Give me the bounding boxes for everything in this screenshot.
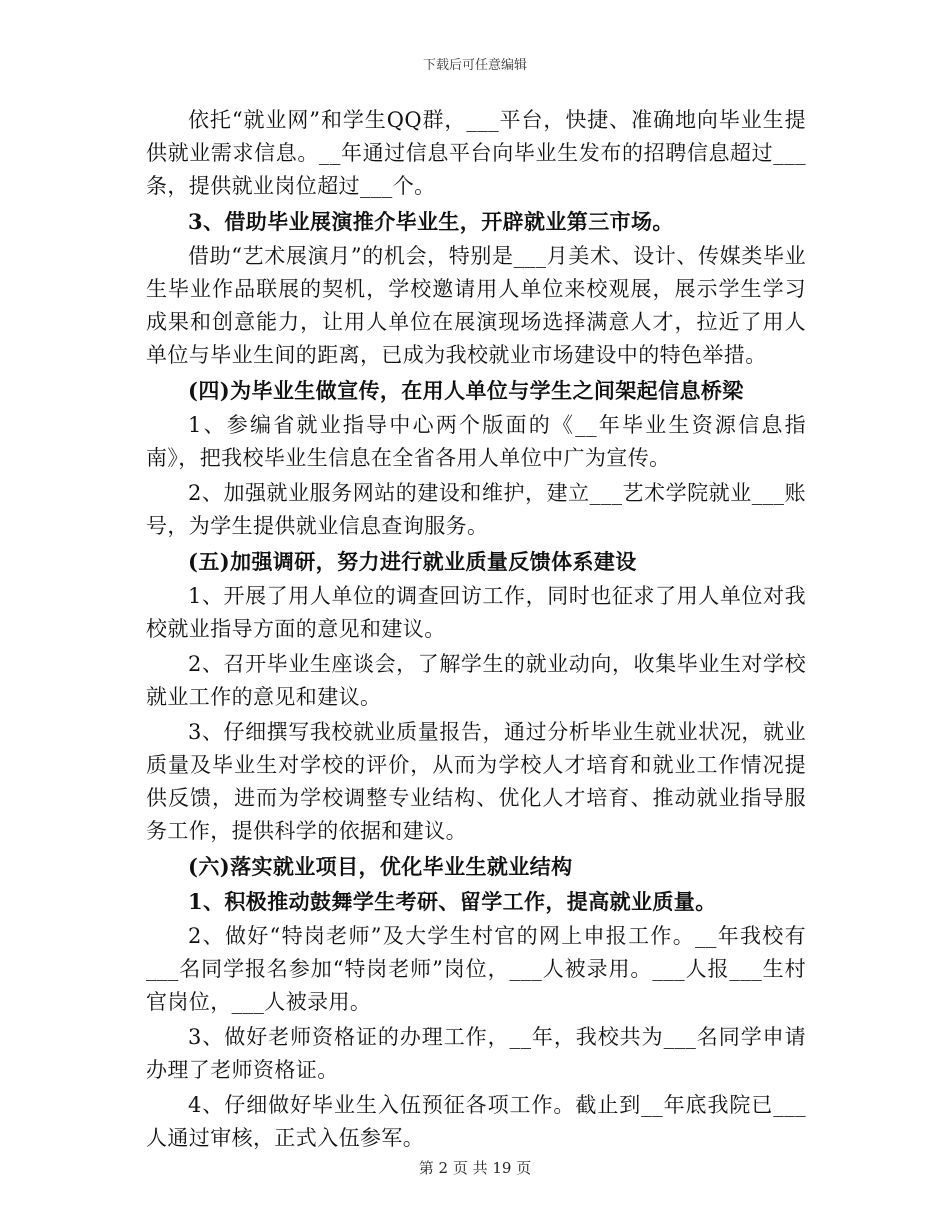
paragraph-5-1: 1、开展了用人单位的调查回访工作，同时也征求了用人单位对我校就业指导方面的意见和建议。 — [146, 584, 806, 641]
section-heading-6: (六)落实就业项目，优化毕业生就业结构 — [188, 854, 573, 879]
paragraph-5-2: 2、召开毕业生座谈会，了解学生的就业动向，收集毕业生对学校就业工作的意见和建议。 — [146, 652, 806, 709]
paragraph-6-4: 4、仔细做好毕业生入伍预征各项工作。截止到__年底我院已___人通过审核，正式入伍参军。 — [146, 1093, 806, 1150]
paragraph-exhibition: 借助“艺术展演月”的机会，特别是___月美术、设计、传媒类毕业生毕业作品联展的契机，学校邀请用人单位来校观展，展示学生学习成果和创意能力，让用人单位在展演现场选择满意人才，拉近了用人单位与毕业生间的距离，已成为我校就业市场建设中的特色举措。 — [146, 244, 806, 367]
paragraph-1: 依托“就业网”和学生QQ群，___平台，快捷、准确地向毕业生提供就业需求信息。__年通过信息平台向毕业生发布的招聘信息超过___条，提供就业岗位超过___个。 — [146, 108, 806, 198]
section-heading-5: (五)加强调研，努力进行就业质量反馈体系建设 — [188, 549, 637, 574]
paragraph-4-1: 1、参编省就业指导中心两个版面的《__年毕业生资源信息指南》，把我校毕业生信息在全省各用人单位中广为宣传。 — [146, 413, 806, 470]
heading-6-1: 1、积极推动鼓舞学生考研、留学工作，提高就业质量。 — [188, 889, 717, 914]
paragraph-6-2: 2、做好“特岗老师”及大学生村官的网上申报工作。__年我校有___名同学报名参加“特岗老师”岗位，___人被录用。___人报___生村官岗位，___人被录用。 — [146, 924, 806, 1014]
document-body — [146, 104, 806, 1157]
paragraph-4-2: 2、加强就业服务网站的建设和维护，建立___艺术学院就业___账号，为学生提供就业信息查询服务。 — [146, 481, 806, 538]
paragraph-5-3: 3、仔细撰写我校就业质量报告，通过分析毕业生就业状况，就业质量及毕业生对学校的评价，从而为学校人才培育和就业工作情况提供反馈，进而为学校调整专业结构、优化人才培育、推动就业指导服务工作，提供科学的依据和建议。 — [146, 720, 806, 843]
paragraph-6-3: 3、做好老师资格证的办理工作，__年，我校共为___名同学申请办理了老师资格证。 — [146, 1025, 806, 1082]
page-header: 下载后可任意编辑 — [422, 58, 527, 73]
heading-3-exhibition: 3、借助毕业展演推介毕业生，开辟就业第三市场。 — [188, 209, 674, 234]
section-heading-4: (四)为毕业生做宣传，在用人单位与学生之间架起信息桥梁 — [188, 378, 744, 403]
page-footer: 第 2 页 共 19 页 — [418, 1159, 532, 1177]
